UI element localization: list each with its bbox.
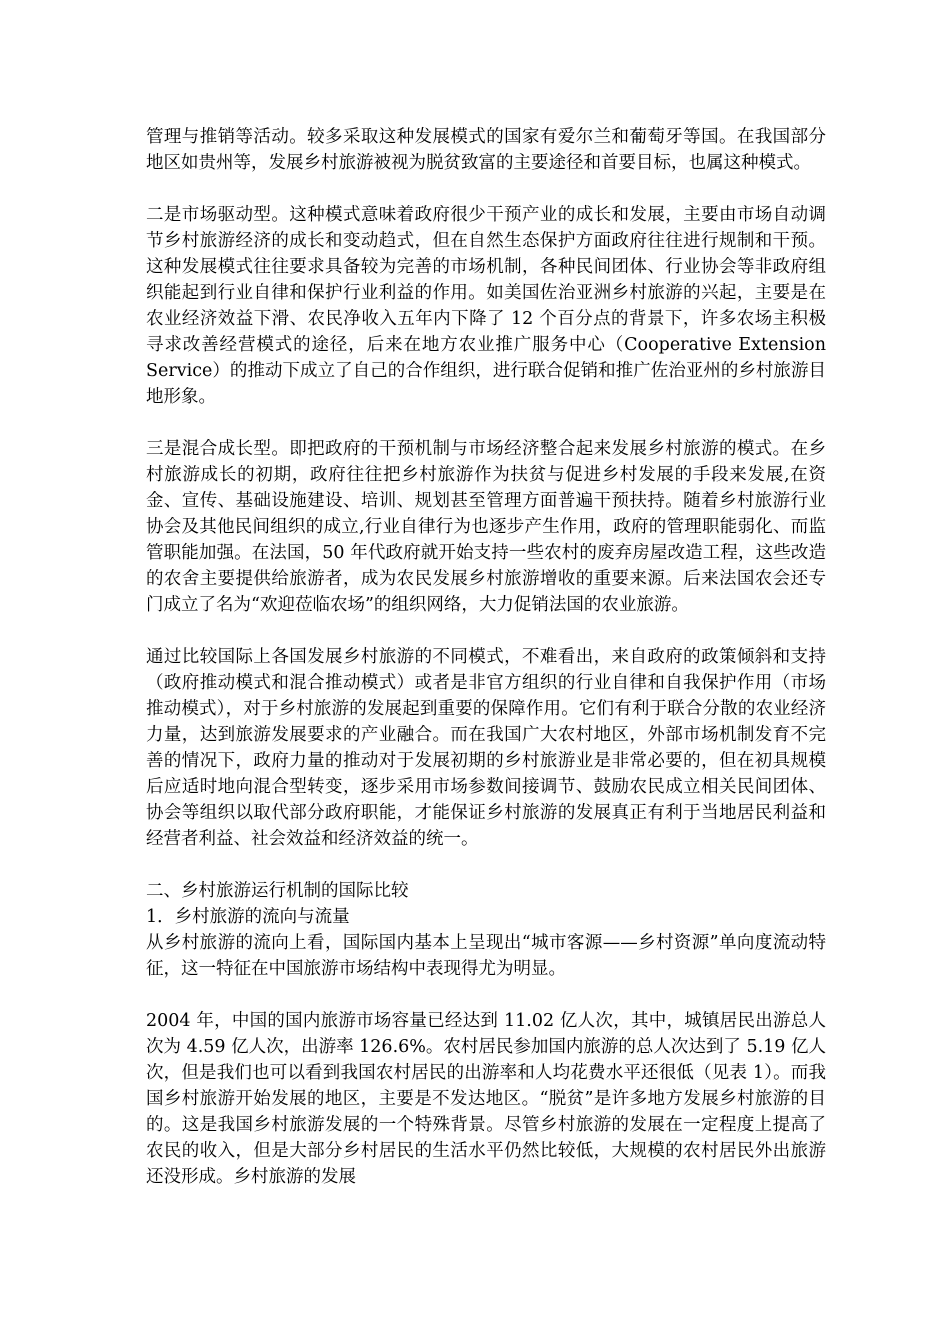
section-heading: 二、乡村旅游运行机制的国际比较 xyxy=(146,881,409,901)
paragraph-2004-statistics: 2004 年，中国的国内旅游市场容量已经达到 11.02 亿人次，其中，城镇居民出游总人次为 4.59 亿人次，出游率 126.6%。农村居民参加国内旅游的总人次达到了 5.19 亿人次，但是我们也可以看到我国农村居民的出游率和人均花费水平还很低（见表 1）。而我国乡村旅游开始发展的地区，主要是不发达地区。“脱贫”是许多地方发展乡村旅游的目的。这是我国乡村旅游发展的一个特殊背景。尽管乡村旅游的发展在一定程度上提高了农民的收入，但是大部分乡村居民的生活水平仍然比较低，大规模的农村居民外出旅游还没形成。乡村旅游的发展 xyxy=(146,1011,826,1187)
paragraph-gap xyxy=(146,618,826,644)
paragraph-comparison-summary: 通过比较国际上各国发展乡村旅游的不同模式，不难看出，来自政府的政策倾斜和支持（政府推动模式和混合推动模式）或者是非官方组织的行业自律和自我保护作用（市场推动模式），对于乡村旅游的发展起到重要的保障作用。它们有利于联合分散的农业经济力量，达到旅游发展要求的产业融合。而在我国广大农村地区，外部市场机制发育不完善的情况下，政府力量的推动对于发展初期的乡村旅游业是非常必要的，但在初具规模后应适时地向混合型转变，逐步采用市场参数间接调节、鼓励农民成立相关民间团体、协会等组织以取代部分政府职能，才能保证乡村旅游的发展真正有利于当地居民利益和经营者利益、社会效益和经济效益的统一。 xyxy=(146,647,826,849)
paragraph-gap xyxy=(146,852,826,878)
paragraph-flow-direction: 从乡村旅游的流向上看，国际国内基本上呈现出“城市客源——乡村资源”单向度流动特征，这一特征在中国旅游市场结构中表现得尤为明显。 xyxy=(146,933,826,979)
paragraph-gap xyxy=(146,982,826,1008)
paragraph-mixed-growth-model: 三是混合成长型。即把政府的干预机制与市场经济整合起来发展乡村旅游的模式。在乡村旅游成长的初期，政府往往把乡村旅游作为扶贫与促进乡村发展的手段来发展,在资金、宣传、基础设施建设、培训、规划甚至管理方面普遍干预扶持。随着乡村旅游行业协会及其他民间组织的成立,行业自律行为也逐步产生作用，政府的管理职能弱化、而监管职能加强。在法国，50 年代政府就开始支持一些农村的废弃房屋改造工程，这些改造的农舍主要提供给旅游者，成为农民发展乡村旅游增收的重要来源。后来法国农会还专门成立了名为“欢迎莅临农场”的组织网络，大力促销法国的农业旅游。 xyxy=(146,439,826,615)
document-body xyxy=(146,124,826,1190)
paragraph-gap xyxy=(146,176,826,202)
paragraph-market-driven-model: 二是市场驱动型。这种模式意味着政府很少干预产业的成长和发展，主要由市场自动调节乡村旅游经济的成长和变动趋式，但在自然生态保护方面政府往往进行规制和干预。这种发展模式往往要求具备较为完善的市场机制，各种民间团体、行业协会等非政府组织能起到行业自律和保护行业利益的作用。如美国佐治亚洲乡村旅游的兴起，主要是在农业经济效益下滑、农民净收入五年内下降了 12 个百分点的背景下，许多农场主积极寻求改善经营模式的途径，后来在地方农业推广服务中心（Cooperative Extension Service）的推动下成立了自己的合作组织，进行联合促销和推广佐治亚州的乡村旅游目地形象。 xyxy=(146,205,826,407)
subsection-heading: 1．乡村旅游的流向与流量 xyxy=(146,907,350,927)
paragraph-government-model-end: 管理与推销等活动。较多采取这种发展模式的国家有爱尔兰和葡萄牙等国。在我国部分地区如贵州等，发展乡村旅游被视为脱贫致富的主要途径和首要目标，也属这种模式。 xyxy=(146,127,826,173)
paragraph-gap xyxy=(146,410,826,436)
